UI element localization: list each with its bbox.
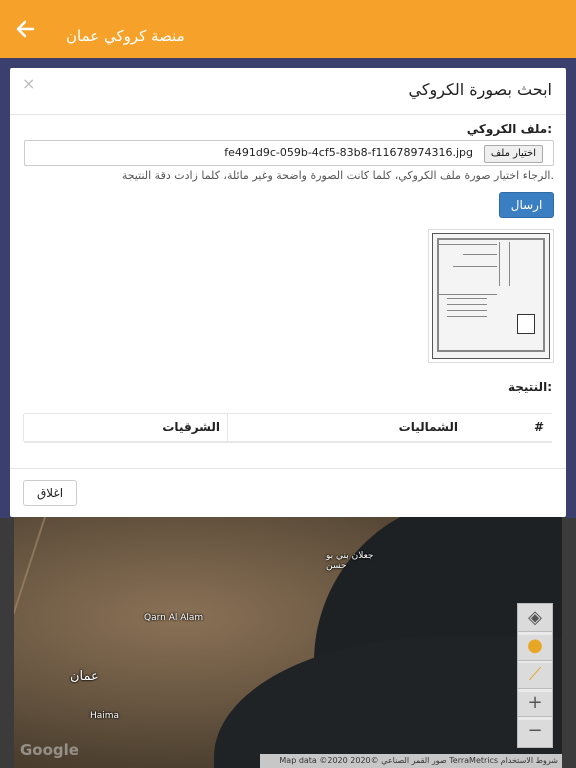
uploaded-image-thumbnail[interactable] xyxy=(428,229,554,363)
file-input[interactable] xyxy=(24,140,554,166)
close-icon[interactable]: × xyxy=(22,74,36,93)
table-header-index: # xyxy=(533,420,544,434)
file-name: fe491d9c-059b-4cf5-83b8-f11678974316.jpg xyxy=(224,146,473,159)
divider xyxy=(10,468,566,469)
map-road xyxy=(14,517,46,756)
search-by-image-modal xyxy=(10,68,566,517)
choose-file-button[interactable]: اختيار ملف xyxy=(484,145,543,163)
sketch-document-image xyxy=(432,233,550,359)
backdrop-right xyxy=(566,58,576,518)
divider xyxy=(10,114,566,115)
help-text: الرجاء اختيار صورة ملف الكروكي، كلما كانت الصورة واضحة وغير مائلة، كلما زادت دقة النتيجة. xyxy=(121,169,554,182)
app-bar xyxy=(0,0,576,58)
map-credits[interactable]: Map data ©2020 صور القمر الصناعي ©2020 TerraMetrics شروط الاستخدام xyxy=(260,754,562,768)
ruler-icon[interactable]: ⟋ xyxy=(517,660,553,692)
zoom-out-icon[interactable]: − xyxy=(517,716,553,748)
satellite-map[interactable] xyxy=(14,517,562,768)
map-sea xyxy=(214,637,562,768)
result-label: النتيجة: xyxy=(507,380,552,394)
send-button[interactable]: ارسال xyxy=(499,192,554,218)
modal-title: ابحث بصورة الكروكي xyxy=(408,80,552,99)
arrow-left-icon[interactable] xyxy=(14,18,38,40)
map-label: Qarn Al Alam xyxy=(144,613,204,623)
file-label: ملف الكروكي: xyxy=(466,122,552,136)
map-label: عمان xyxy=(70,669,99,684)
map-label: Haima xyxy=(90,711,120,721)
pegman-icon[interactable]: ● xyxy=(517,631,553,663)
backdrop-left xyxy=(0,58,10,518)
zoom-in-icon[interactable]: + xyxy=(517,688,553,720)
table-header-eastings: الشرقيات xyxy=(23,414,228,441)
app-title: منصة كروكي عمان xyxy=(66,27,185,45)
results-table xyxy=(24,413,552,443)
table-header-northings: الشماليات xyxy=(227,414,466,441)
compass-icon[interactable]: ◈ xyxy=(517,603,553,635)
map-label: جعلان بني بو حسن xyxy=(326,551,374,571)
close-button[interactable]: اغلاق xyxy=(23,480,77,506)
google-logo: Google xyxy=(20,741,79,759)
